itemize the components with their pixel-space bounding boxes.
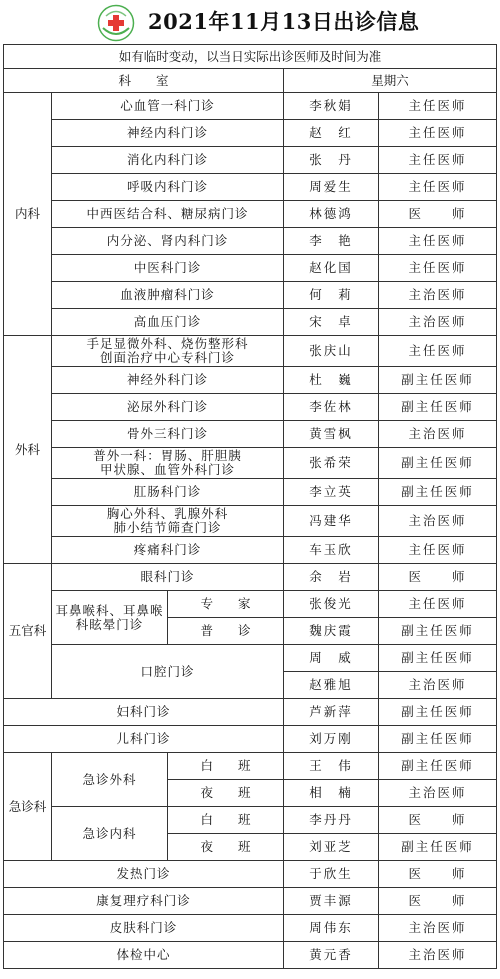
clinic-cell: 妇科门诊 [4, 699, 284, 726]
clinic-cell: 心血管一科门诊 [52, 93, 284, 120]
doctor-cell: 于欣生 [284, 861, 379, 888]
title-cell: 医 师 [379, 564, 497, 591]
title-cell: 医 师 [379, 201, 497, 228]
group-cell: 急诊科 [4, 753, 52, 861]
table-row [4, 448, 497, 479]
doctor-cell: 赵化国 [284, 255, 379, 282]
doctor-cell: 李丹丹 [284, 807, 379, 834]
doctor-cell: 芦新萍 [284, 699, 379, 726]
doctor-cell: 李立英 [284, 479, 379, 506]
table-row [4, 336, 497, 367]
clinic-line: 耳鼻喉科、耳鼻喉 [55, 602, 164, 618]
clinic-cell: 骨外三科门诊 [52, 421, 284, 448]
table-row [4, 147, 497, 174]
title-cell: 医 师 [379, 807, 497, 834]
title-cell: 副主任医师 [379, 367, 497, 394]
table-row [4, 506, 497, 537]
table-row [4, 807, 497, 834]
title-cell: 主任医师 [379, 537, 497, 564]
doctor-cell: 宋 卓 [284, 309, 379, 336]
clinic-line: 普外一科：胃肠、肝胆胰 [93, 448, 242, 463]
clinic-cell: 儿科门诊 [4, 726, 284, 753]
doctor-cell: 周爱生 [284, 174, 379, 201]
clinic-cell: 高血压门诊 [52, 309, 284, 336]
doctor-cell: 张俊光 [284, 591, 379, 618]
shift-cell: 夜 班 [168, 834, 284, 861]
title-cell: 副主任医师 [379, 726, 497, 753]
title-cell: 医 师 [379, 888, 497, 915]
title-cell: 主任医师 [379, 228, 497, 255]
title-cell: 主治医师 [379, 506, 497, 537]
clinic-cell: 急诊内科 [52, 807, 168, 861]
clinic-cell: 口腔门诊 [52, 645, 284, 699]
title-cell: 副主任医师 [379, 394, 497, 421]
clinic-line: 创面治疗中心专科门诊 [99, 350, 235, 365]
doctor-cell: 相 楠 [284, 780, 379, 807]
clinic-cell: 神经内科门诊 [52, 120, 284, 147]
clinic-cell: 皮肤科门诊 [4, 915, 284, 942]
doctor-cell: 刘万刚 [284, 726, 379, 753]
title-cell: 医 师 [379, 861, 497, 888]
column-header-row [4, 69, 497, 93]
table-row [4, 174, 497, 201]
table-row [4, 753, 497, 780]
clinic-line: 肺小结节筛查门诊 [113, 520, 222, 535]
title-cell: 副主任医师 [379, 753, 497, 780]
clinic-cell: 发热门诊 [4, 861, 284, 888]
clinic-cell: 急诊外科 [52, 753, 168, 807]
doctor-cell: 李 艳 [284, 228, 379, 255]
table-row [4, 394, 497, 421]
title-cell: 主任医师 [379, 591, 497, 618]
title-cell: 主任医师 [379, 336, 497, 367]
title-cell: 主治医师 [379, 421, 497, 448]
page-header [0, 0, 500, 44]
clinic-cell: 消化内科门诊 [52, 147, 284, 174]
table-row [4, 367, 497, 394]
notice-row [4, 45, 497, 69]
doctor-cell: 王 伟 [284, 753, 379, 780]
table-row [4, 479, 497, 506]
notice-text: 如有临时变动，以当日实际出诊医师及时间为准 [4, 45, 497, 69]
table-row [4, 645, 497, 672]
title-cell: 主任医师 [379, 174, 497, 201]
shift-cell: 普 诊 [168, 618, 284, 645]
title-cell: 副主任医师 [379, 834, 497, 861]
table-row [4, 888, 497, 915]
page-title: 2021年11月13日出诊信息 [148, 9, 420, 34]
table-row [4, 591, 497, 618]
clinic-cell: 中医科门诊 [52, 255, 284, 282]
clinic-cell: 中西医结合科、糖尿病门诊 [52, 201, 284, 228]
title-cell: 主治医师 [379, 780, 497, 807]
clinic-cell: 泌尿外科门诊 [52, 394, 284, 421]
doctor-cell: 李佐林 [284, 394, 379, 421]
doctor-cell: 林德鸿 [284, 201, 379, 228]
clinic-cell: 眼科门诊 [52, 564, 284, 591]
title-cell: 主治医师 [379, 942, 497, 969]
doctor-cell: 贾丰源 [284, 888, 379, 915]
doctor-cell: 刘亚芝 [284, 834, 379, 861]
table-row [4, 255, 497, 282]
clinic-cell: 肛肠科门诊 [52, 479, 284, 506]
group-cell: 内科 [4, 93, 52, 336]
clinic-cell [52, 336, 284, 367]
table-row [4, 861, 497, 888]
doctor-cell: 何 莉 [284, 282, 379, 309]
clinic-cell [52, 591, 168, 645]
table-row [4, 93, 497, 120]
title-cell: 主任医师 [379, 120, 497, 147]
table-row [4, 699, 497, 726]
shift-cell: 专 家 [168, 591, 284, 618]
column-header-day: 星期六 [284, 69, 497, 93]
clinic-line: 手足显微外科、烧伤整形科 [86, 336, 249, 351]
table-row [4, 309, 497, 336]
clinic-cell: 疼痛科门诊 [52, 537, 284, 564]
doctor-cell: 张希荣 [284, 448, 379, 479]
clinic-cell [52, 448, 284, 479]
table-row [4, 282, 497, 309]
table-row [4, 201, 497, 228]
hospital-logo-icon [97, 4, 135, 42]
clinic-cell: 内分泌、肾内科门诊 [52, 228, 284, 255]
title-cell: 副主任医师 [379, 479, 497, 506]
doctor-cell: 黄元香 [284, 942, 379, 969]
clinic-cell: 康复理疗科门诊 [4, 888, 284, 915]
doctor-cell: 冯建华 [284, 506, 379, 537]
clinic-cell [52, 506, 284, 537]
doctor-cell: 赵 红 [284, 120, 379, 147]
shift-cell: 白 班 [168, 753, 284, 780]
title-cell: 主治医师 [379, 309, 497, 336]
title-cell: 副主任医师 [379, 645, 497, 672]
table-row [4, 915, 497, 942]
title-cell: 主任医师 [379, 255, 497, 282]
schedule-table [3, 44, 497, 969]
title-cell: 主治医师 [379, 672, 497, 699]
doctor-cell: 张 丹 [284, 147, 379, 174]
doctor-cell: 车玉欣 [284, 537, 379, 564]
doctor-cell: 黄雪枫 [284, 421, 379, 448]
clinic-cell: 血液肿瘤科门诊 [52, 282, 284, 309]
title-cell: 副主任医师 [379, 699, 497, 726]
doctor-cell: 余 岩 [284, 564, 379, 591]
clinic-cell: 神经外科门诊 [52, 367, 284, 394]
doctor-cell: 赵雅旭 [284, 672, 379, 699]
doctor-cell: 魏庆霞 [284, 618, 379, 645]
title-cell: 副主任医师 [379, 618, 497, 645]
title-cell: 副主任医师 [379, 448, 497, 479]
doctor-cell: 杜 巍 [284, 367, 379, 394]
column-header-dept: 科 室 [4, 69, 284, 93]
clinic-line: 胸心外科、乳腺外科 [106, 506, 229, 521]
doctor-cell: 周 威 [284, 645, 379, 672]
shift-cell: 白 班 [168, 807, 284, 834]
clinic-cell: 呼吸内科门诊 [52, 174, 284, 201]
group-cell: 外科 [4, 336, 52, 564]
clinic-cell: 体检中心 [4, 942, 284, 969]
title-cell: 主治医师 [379, 282, 497, 309]
clinic-line: 甲状腺、血管外科门诊 [99, 462, 235, 477]
table-row [4, 421, 497, 448]
table-row [4, 120, 497, 147]
title-cell: 主任医师 [379, 93, 497, 120]
group-cell: 五官科 [4, 564, 52, 699]
table-row [4, 564, 497, 591]
doctor-cell: 张庆山 [284, 336, 379, 367]
title-cell: 主治医师 [379, 915, 497, 942]
table-row [4, 726, 497, 753]
doctor-cell: 周伟东 [284, 915, 379, 942]
table-row [4, 228, 497, 255]
shift-cell: 夜 班 [168, 780, 284, 807]
table-row [4, 942, 497, 969]
clinic-line: 科眩晕门诊 [75, 616, 144, 632]
title-cell: 主任医师 [379, 147, 497, 174]
doctor-cell: 李秋娟 [284, 93, 379, 120]
table-row [4, 537, 497, 564]
